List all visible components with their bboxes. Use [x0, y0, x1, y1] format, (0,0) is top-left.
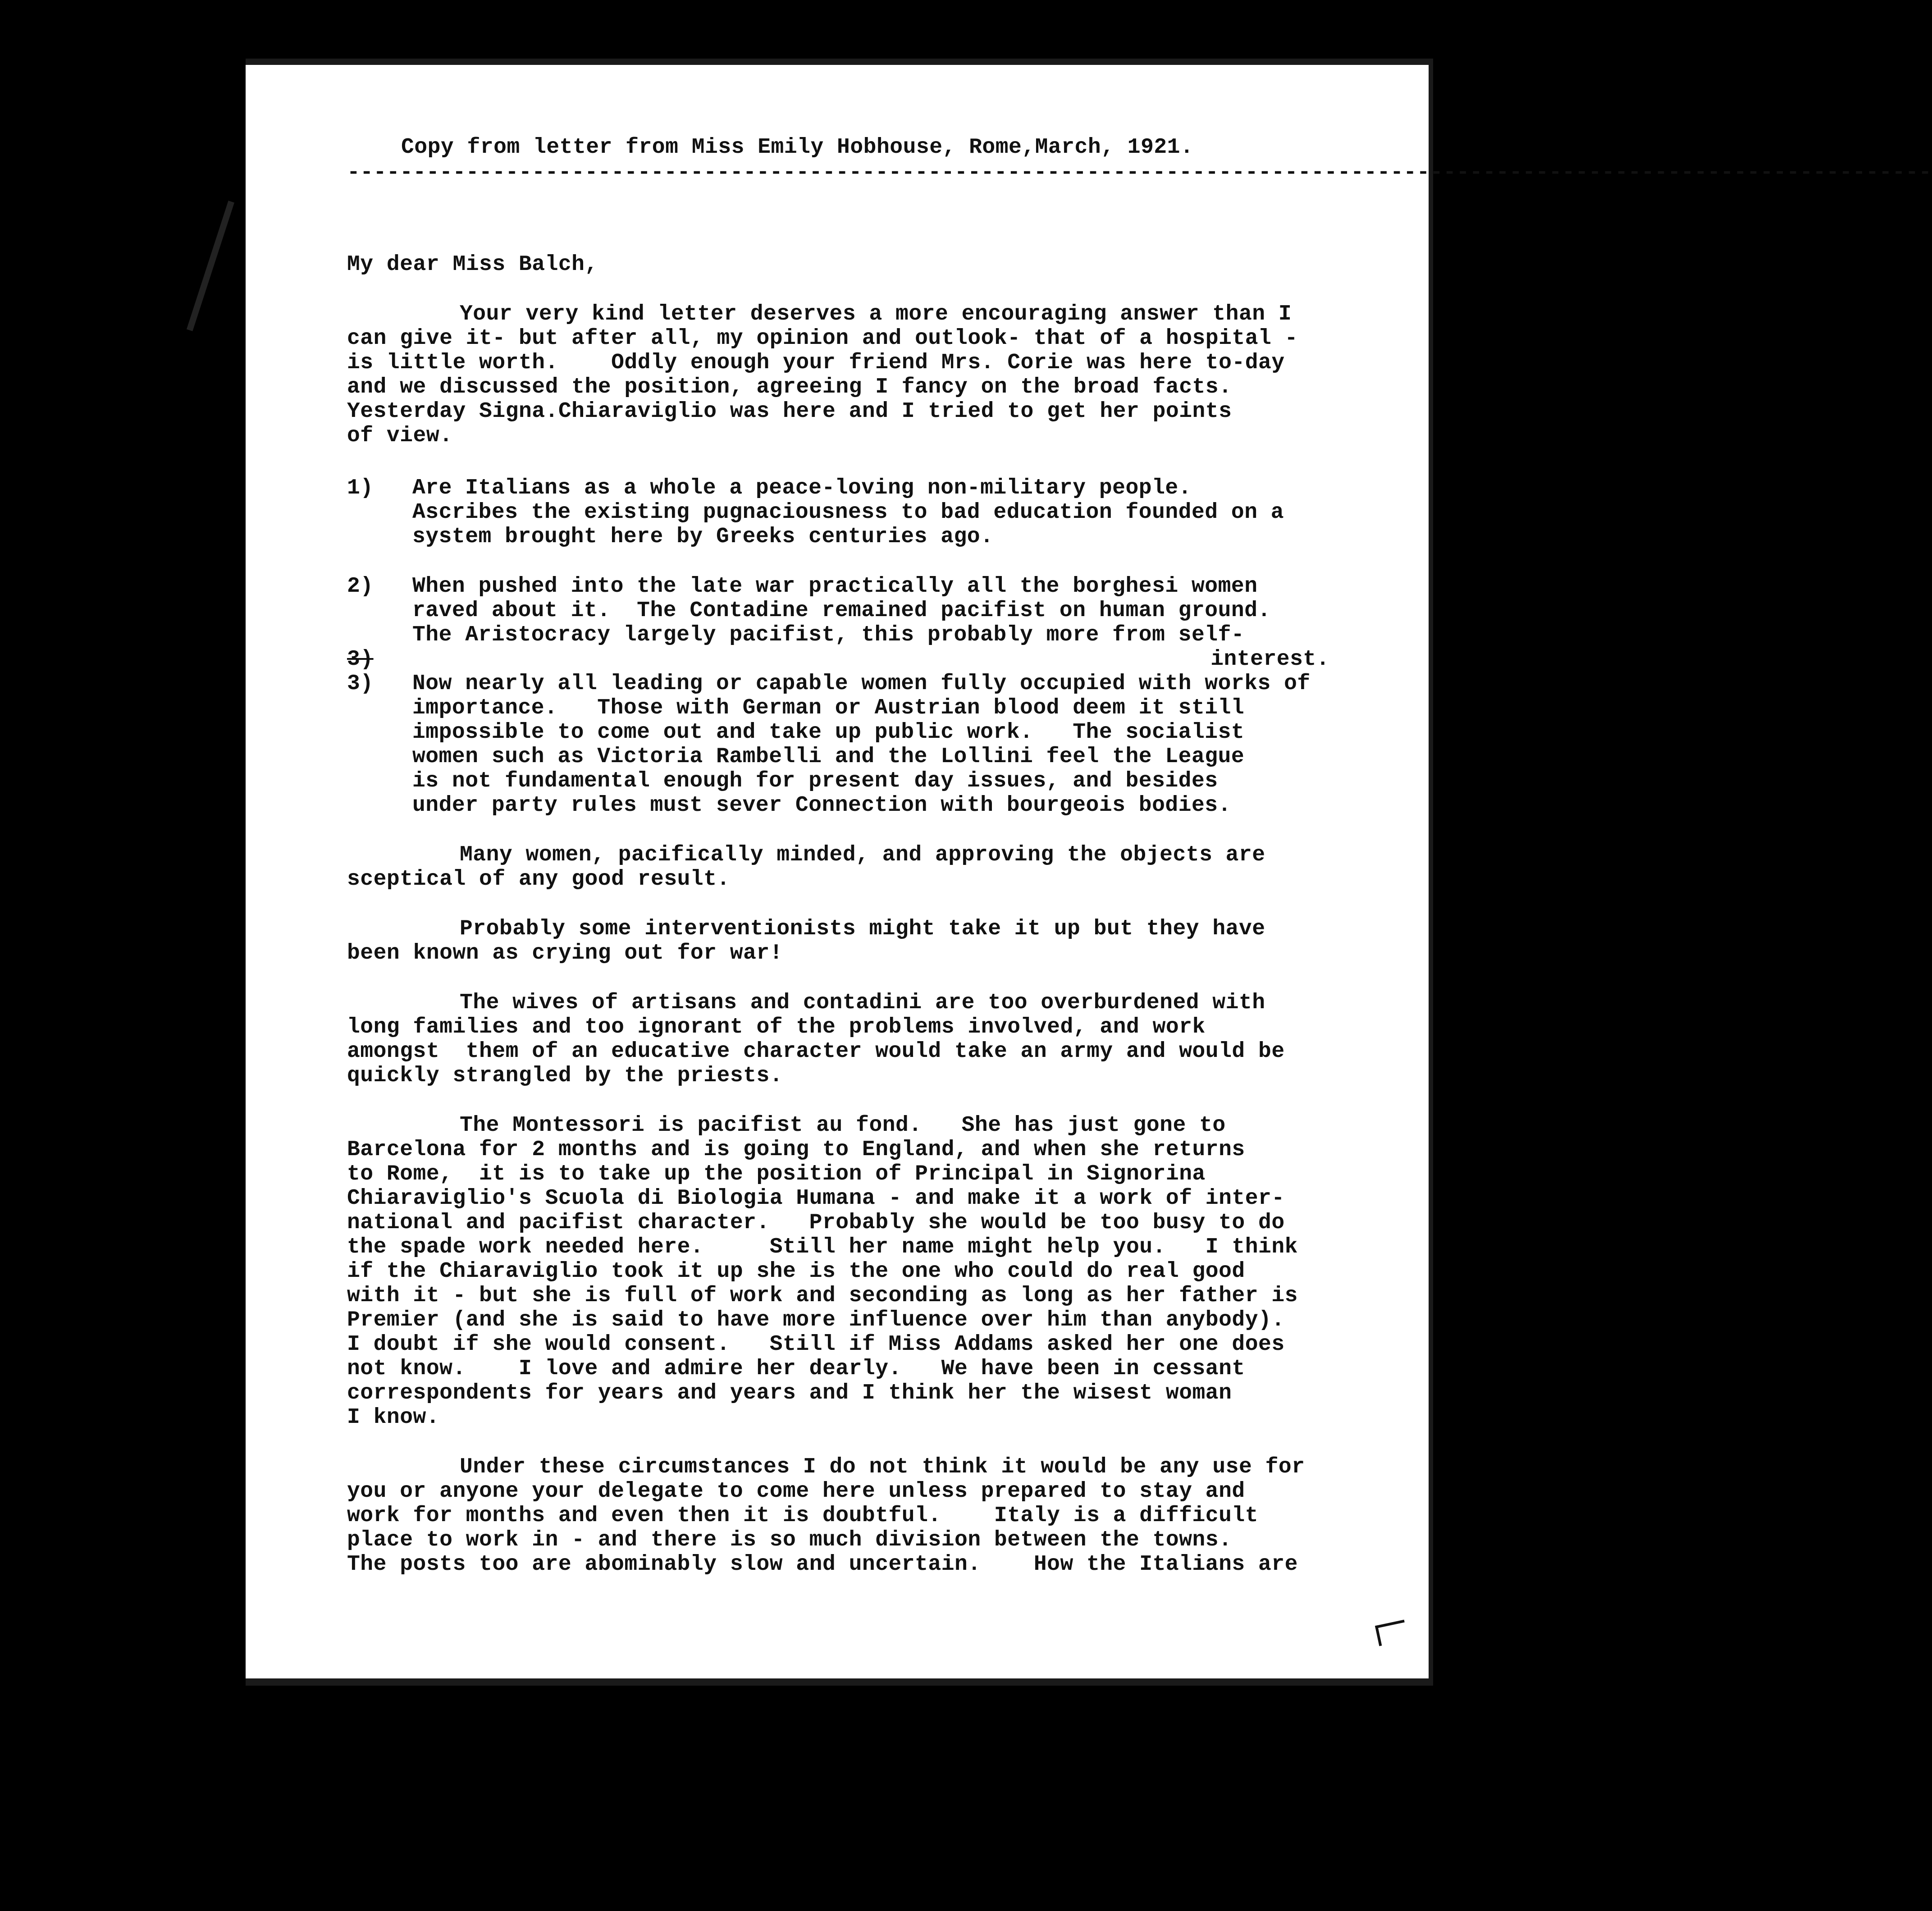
- text-line: is little worth. Oddly enough your friend Mrs. Corie was here to-day: [347, 351, 1285, 375]
- text-line: work for months and even then it is doubtful. Italy is a difficult: [347, 1504, 1259, 1528]
- text-line: Now nearly all leading or capable women fully occupied with works of: [412, 672, 1311, 696]
- text-line: The posts too are abominably slow and uncertain. How the Italians are: [347, 1552, 1298, 1577]
- text-line: to Rome, it is to take up the position of Principal in Signorina: [347, 1162, 1206, 1186]
- text-line: system brought here by Greeks centuries ago.: [412, 525, 994, 549]
- text-line: Premier (and she is said to have more influence over him than anybody).: [347, 1308, 1285, 1332]
- text-line: raved about it. The Contadine remained pacifist on human ground.: [412, 599, 1271, 623]
- text-line: Are Italians as a whole a peace-loving non-military people.: [412, 476, 1192, 500]
- point-number: 2): [347, 574, 374, 599]
- text-line: correspondents for years and years and I think her the wisest woman: [347, 1381, 1232, 1405]
- letter-body: [347, 135, 1932, 1577]
- title-dash-rule: ------------------------------------------------------------------------------------------------------------------------: [347, 160, 1932, 185]
- point-number: 3): [347, 672, 374, 696]
- text-line: The Montessori is pacifist au fond. She has just gone to: [460, 1113, 1226, 1138]
- text-line: Ascribes the existing pugnaciousness to bad education founded on a: [412, 500, 1284, 525]
- paragraph-interventionists: [347, 917, 1384, 965]
- text-line: and we discussed the position, agreeing I fancy on the broad facts.: [347, 375, 1232, 399]
- paragraph-montessori: [347, 1113, 1384, 1430]
- text-line: Your very kind letter deserves a more encouraging answer than I: [460, 302, 1292, 326]
- paragraph-women-sceptical: [347, 843, 1384, 891]
- text-line: been known as crying out for war!: [347, 941, 783, 965]
- text-line: Chiaraviglio's Scuola di Biologia Humana - and make it a work of inter-: [347, 1186, 1285, 1211]
- salutation: My dear Miss Balch,: [347, 252, 598, 277]
- text-line: amongst them of an educative character would take an army and would be: [347, 1039, 1285, 1064]
- text-line: interest.: [1210, 647, 1329, 672]
- text-line: The wives of artisans and contadini are too overburdened with: [460, 991, 1265, 1015]
- text-line: The Aristocracy largely pacifist, this probably more from self-: [412, 623, 1245, 647]
- struck-point-number: 3): [347, 647, 374, 672]
- text-line: When pushed into the late war practically all the borghesi women: [412, 574, 1258, 599]
- struck-number-row: [347, 647, 1384, 672]
- point-2: [347, 574, 1384, 672]
- text-line: sceptical of any good result.: [347, 867, 730, 891]
- text-line: not know. I love and admire her dearly. We have been in cessant: [347, 1357, 1245, 1381]
- text-line: the spade work needed here. Still her name might help you. I think: [347, 1235, 1298, 1259]
- point-3: [347, 672, 1384, 818]
- text-line: women such as Victoria Rambelli and the Lollini feel the League: [412, 745, 1245, 769]
- text-line: with it - but she is full of work and seconding as long as her father is: [347, 1284, 1298, 1308]
- paragraph-artisans: [347, 991, 1384, 1088]
- text-line: can give it- but after all, my opinion and outlook- that of a hospital -: [347, 326, 1298, 351]
- text-line: place to work in - and there is so much division between the towns.: [347, 1528, 1232, 1552]
- text-line: is not fundamental enough for present day issues, and besides: [412, 769, 1218, 793]
- paragraph-circumstances: [347, 1455, 1384, 1577]
- text-line: Probably some interventionists might take it up but they have: [460, 917, 1265, 941]
- point-number: 1): [347, 476, 374, 500]
- text-line: you or anyone your delegate to come here unless prepared to stay and: [347, 1479, 1245, 1504]
- text-line: if the Chiaraviglio took it up she is the one who could do real good: [347, 1259, 1245, 1284]
- text-line: I doubt if she would consent. Still if Miss Addams asked her one does: [347, 1332, 1285, 1357]
- point-1: [347, 476, 1384, 549]
- text-line: importance. Those with German or Austrian blood deem it still: [412, 696, 1245, 720]
- text-line: long families and too ignorant of the problems involved, and work: [347, 1015, 1206, 1039]
- text-line: Yesterday Signa.Chiaraviglio was here and I tried to get her points: [347, 399, 1232, 424]
- text-line: Barcelona for 2 months and is going to England, and when she returns: [347, 1138, 1245, 1162]
- paragraph-opening: [347, 302, 1384, 448]
- letter-title: Copy from letter from Miss Emily Hobhouse, Rome,March, 1921.: [401, 135, 1194, 160]
- text-line: Many women, pacifically minded, and approving the objects are: [460, 843, 1265, 867]
- text-line: of view.: [347, 424, 453, 448]
- scanner-edge-mark: [187, 201, 234, 331]
- text-line: under party rules must sever Connection with bourgeois bodies.: [412, 793, 1231, 818]
- text-line: impossible to come out and take up public work. The socialist: [412, 720, 1245, 745]
- text-line: quickly strangled by the priests.: [347, 1064, 783, 1088]
- text-line: Under these circumstances I do not think it would be any use for: [460, 1455, 1305, 1479]
- text-line: national and pacifist character. Probably she would be too busy to do: [347, 1211, 1285, 1235]
- text-line: I know.: [347, 1405, 440, 1430]
